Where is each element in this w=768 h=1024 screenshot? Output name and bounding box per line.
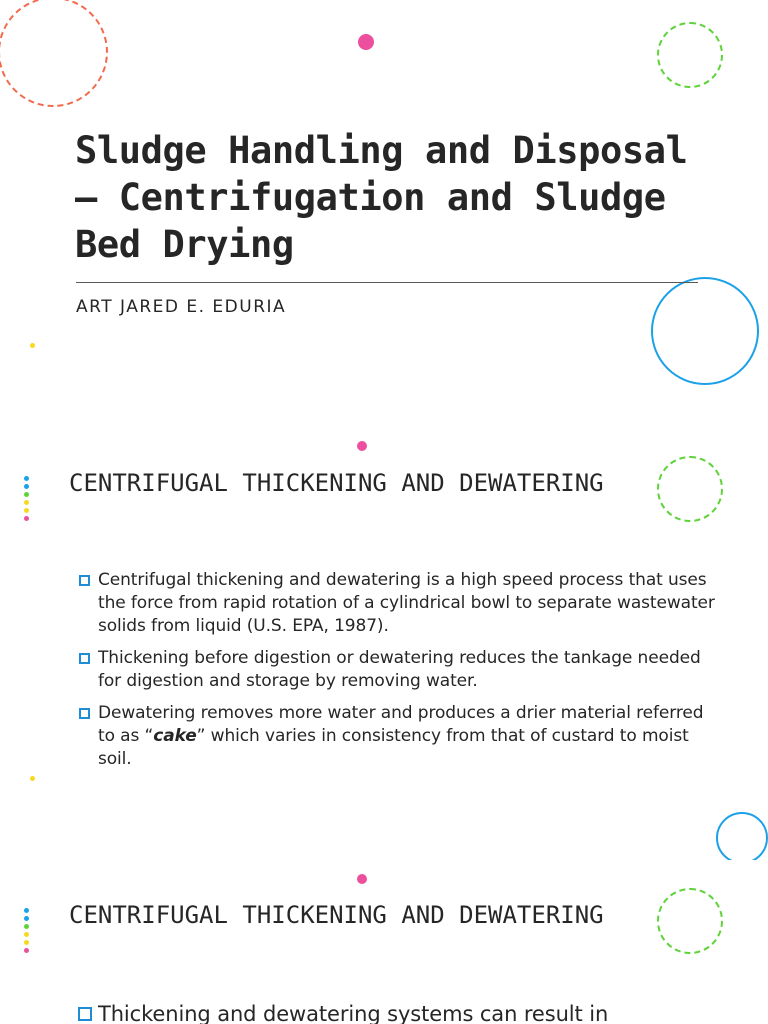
section-heading: CENTRIFUGAL THICKENING AND DEWATERING (69, 901, 604, 929)
bullet-text-part: ” which varies in consistency from that of custard to moist soil. (98, 726, 689, 769)
checkbox-bullet-icon (78, 1007, 92, 1021)
color-dots-decoration (24, 476, 30, 524)
bullet-text: Centrifugal thickening and dewatering is a high speed process that uses the force from rapid rotation of a cylindrical bowl to separate wastewater solids from liquid (U.S. EPA, 1987). (98, 570, 715, 636)
bullet-list (76, 569, 716, 780)
dot-decoration (30, 343, 35, 348)
title-divider (76, 282, 698, 283)
checkbox-bullet-icon (79, 708, 90, 719)
author-name: ART JARED E. EDURIA (76, 297, 287, 317)
title-slide (0, 0, 768, 428)
presentation-title: Sludge Handling and Disposal – Centrifugation and Sludge Bed Drying (75, 129, 688, 266)
dashed-circle-decoration (657, 22, 723, 88)
bullet-item (76, 1000, 716, 1024)
bullet-text: Thickening and dewatering systems can result in (98, 1002, 609, 1024)
content-slide (0, 864, 768, 1024)
circle-decoration (651, 277, 759, 385)
bullet-text-part: Dewatering removes more water and produces a drier material referred to as “ (98, 703, 704, 746)
dot-decoration (358, 34, 374, 50)
dashed-circle-decoration (657, 456, 723, 522)
circle-decoration (716, 812, 768, 860)
emphasized-term: cake (153, 726, 197, 746)
dashed-circle-decoration (0, 0, 108, 107)
bullet-list (76, 1000, 716, 1024)
dashed-circle-decoration (657, 888, 723, 954)
dot-decoration (30, 776, 35, 781)
bullet-item (76, 569, 716, 638)
color-dots-decoration (24, 908, 30, 956)
checkbox-bullet-icon (79, 653, 90, 664)
dot-decoration (357, 441, 367, 451)
bullet-item (76, 647, 716, 693)
checkbox-bullet-icon (79, 575, 90, 586)
content-slide (0, 432, 768, 860)
bullet-text (98, 703, 703, 769)
dot-decoration (357, 874, 367, 884)
section-heading: CENTRIFUGAL THICKENING AND DEWATERING (69, 469, 604, 497)
bullet-item (76, 702, 716, 771)
bullet-text: Thickening before digestion or dewatering reduces the tankage needed for digestion and storage by removing water. (98, 648, 701, 691)
